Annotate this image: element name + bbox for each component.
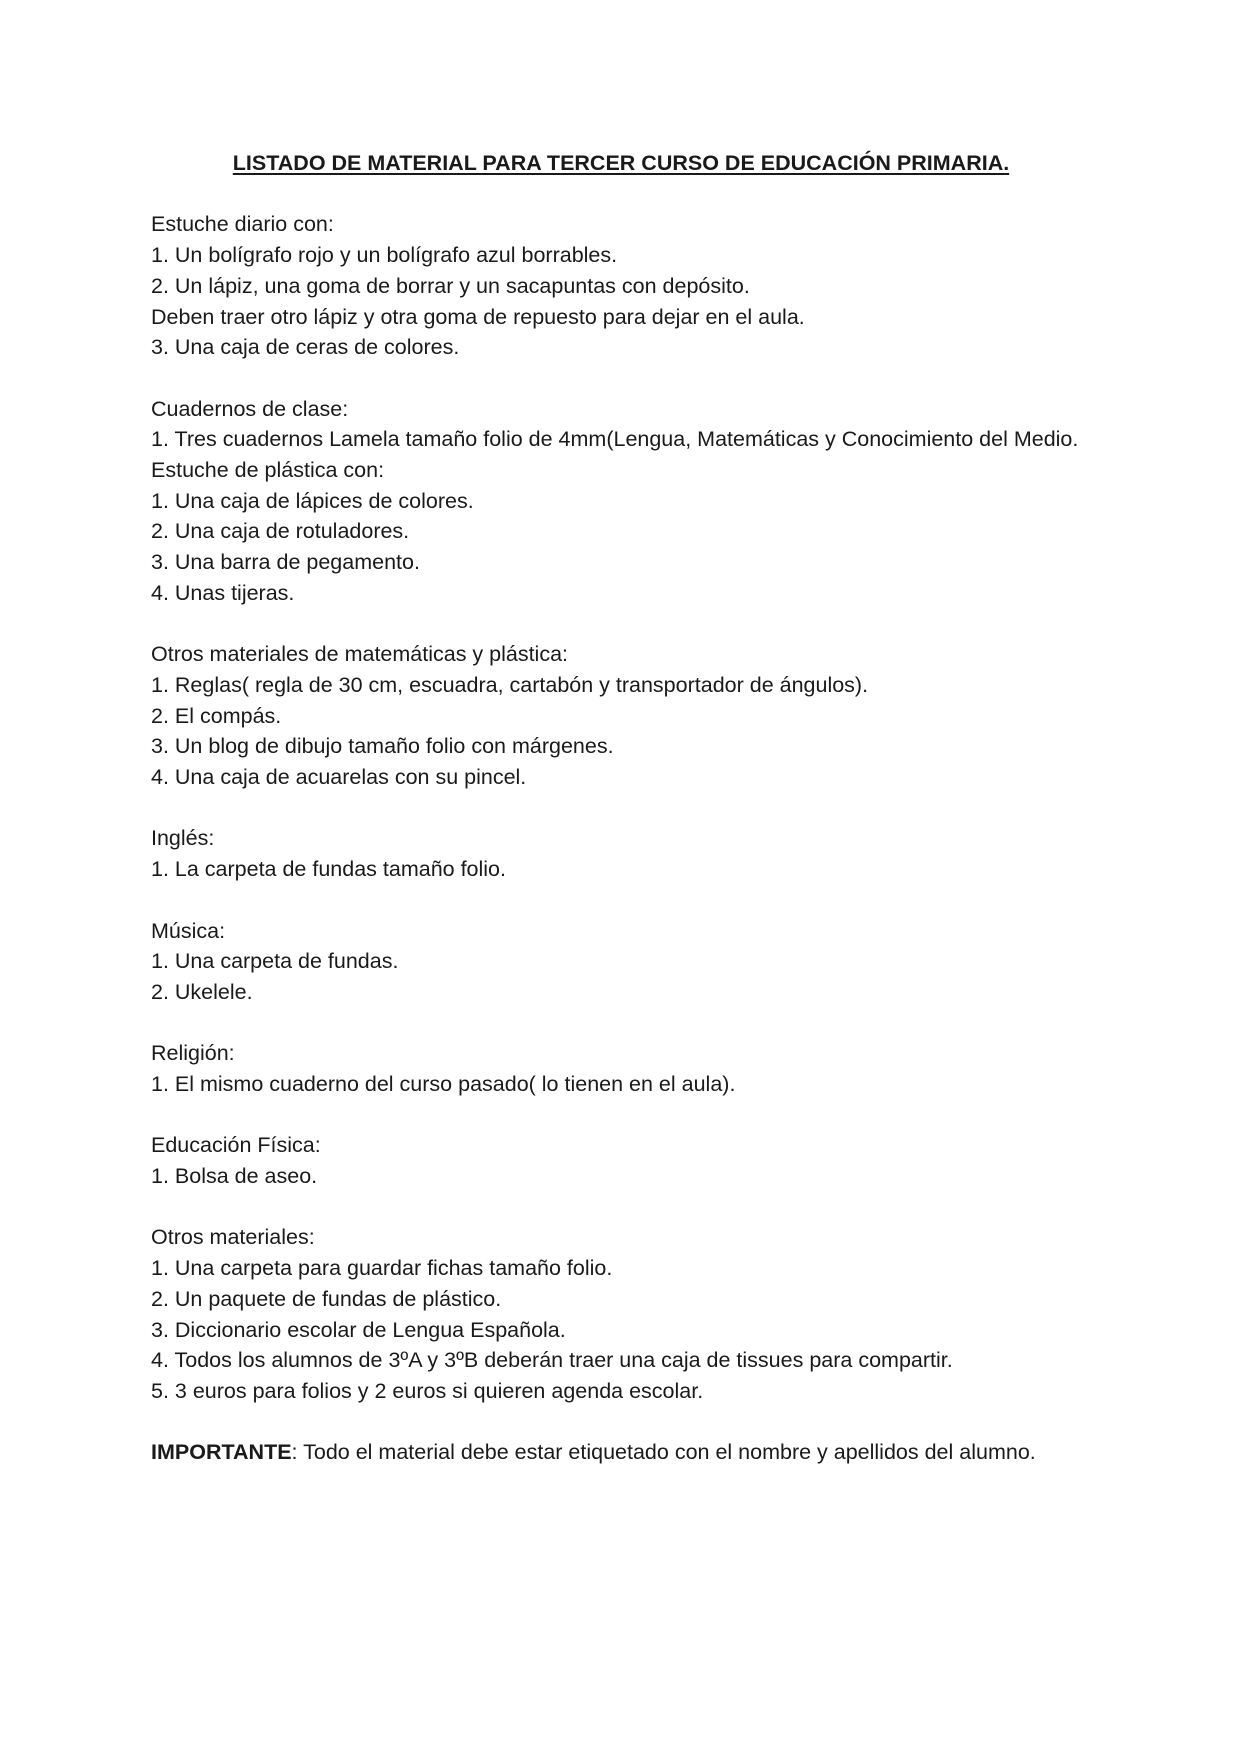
section-heading: Estuche diario con: [151,212,334,237]
section-heading: Inglés: [151,826,215,851]
list-item: 1. La carpeta de fundas tamaño folio. [151,857,506,882]
list-item: 1. Una carpeta de fundas. [151,949,399,974]
document-page [151,148,1091,1499]
list-item: 1. Un bolígrafo rojo y un bolígrafo azul borrables. [151,243,618,268]
list-item: 1. Una caja de lápices de colores. [151,488,474,513]
section-heading: Otros materiales de matemáticas y plástica: [151,642,569,667]
list-item: 2. Ukelele. [151,979,253,1004]
section-heading: Educación Física: [151,1133,321,1158]
list-item: 1. Reglas( regla de 30 cm, escuadra, cartabón y transportador de ángulos). [151,672,869,697]
list-item: 3. Una caja de ceras de colores. [151,335,460,360]
section-religion [151,1038,1091,1099]
list-item: Deben traer otro lápiz y otra goma de repuesto para dejar en el aula. [151,304,805,329]
list-item: 2. Una caja de rotuladores. [151,519,410,544]
section-educacion-fisica [151,1130,1091,1191]
important-note [151,1437,1091,1468]
list-item: 2. El compás. [151,703,282,728]
section-otros-materiales [151,1222,1091,1406]
list-item: 4. Todos los alumnos de 3ºA y 3ºB deberán traer una caja de tissues para compartir. [151,1348,953,1373]
list-item: 4. Unas tijeras. [151,580,295,605]
list-item: 3. Una barra de pegamento. [151,550,420,575]
section-heading: Cuadernos de clase: [151,396,349,421]
important-text: : Todo el material debe estar etiquetado con el nombre y apellidos del alumno. [291,1440,1036,1465]
section-heading: Otros materiales: [151,1225,315,1250]
section-heading: Religión: [151,1041,235,1066]
list-item: 2. Un lápiz, una goma de borrar y un sacapuntas con depósito. [151,273,750,298]
list-item: 3. Diccionario escolar de Lengua Española. [151,1317,566,1342]
section-cuadernos-de-clase [151,394,1091,455]
section-musica [151,916,1091,1008]
list-item: 2. Un paquete de fundas de plástico. [151,1286,502,1311]
section-estuche-diario [151,209,1091,363]
list-item: 5. 3 euros para folios y 2 euros si quieren agenda escolar. [151,1379,704,1403]
list-item: 4. Una caja de acuarelas con su pincel. [151,765,527,790]
list-item: 1. Una carpeta para guardar fichas tamaño folio. [151,1256,613,1281]
important-label: IMPORTANTE [151,1440,292,1465]
list-item: 1. El mismo cuaderno del curso pasado( lo tienen en el aula). [151,1072,736,1096]
list-item: 1. Bolsa de aseo. [151,1164,318,1189]
section-ingles [151,823,1091,884]
section-heading: Estuche de plástica con: [151,458,385,482]
document-title: LISTADO DE MATERIAL PARA TERCER CURSO DE EDUCACIÓN PRIMARIA. [232,151,1010,175]
list-item: 3. Un blog de dibujo tamaño folio con márgenes. [151,734,614,759]
section-estuche-de-plastica [151,455,1091,609]
list-item: 1. Tres cuadernos Lamela tamaño folio de 4mm(Lengua, Matemáticas y Conocimiento del Medio. [151,427,1079,452]
section-matematicas-y-plastica [151,639,1091,793]
section-heading: Música: [151,918,226,943]
